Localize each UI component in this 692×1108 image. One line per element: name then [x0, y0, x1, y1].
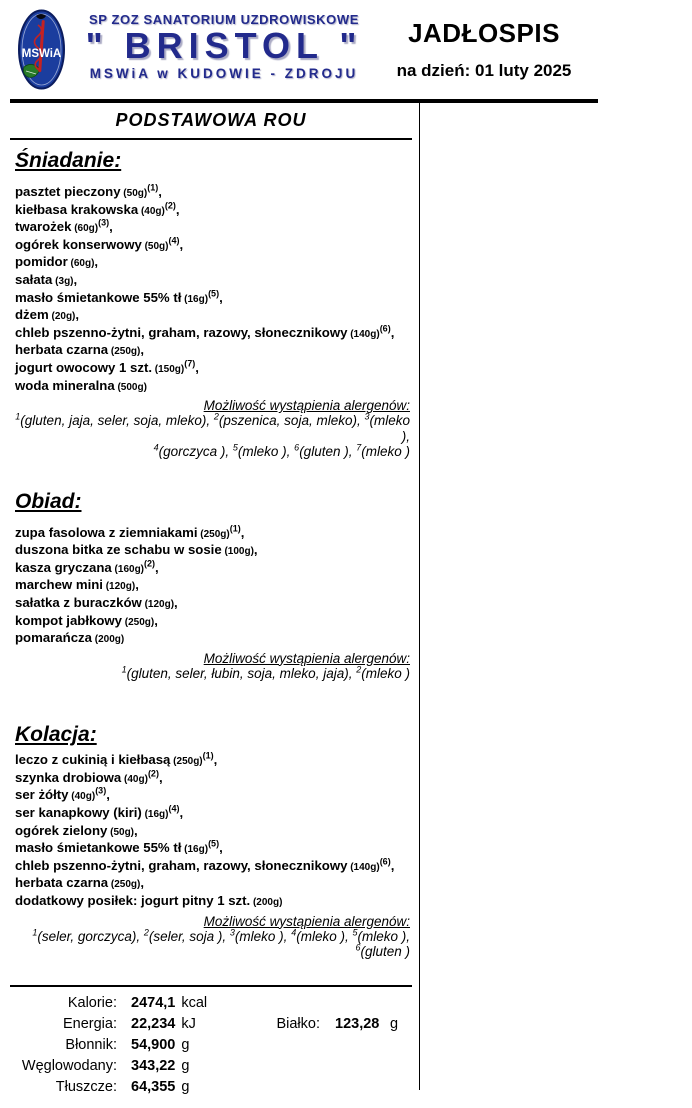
document-date: na dzień: 01 luty 2025 — [396, 61, 572, 80]
menu-item-weight: (40g) — [68, 791, 96, 803]
nutrition-extra-value: 123,28 — [335, 1016, 380, 1032]
meal-items — [15, 525, 412, 648]
meal-items — [15, 184, 412, 395]
nutrition-row — [10, 1056, 412, 1077]
menu-item-separator: , — [219, 840, 223, 856]
menu-item-name: duszona bitka ze schabu w sosie — [15, 542, 222, 558]
menu-item-name: dżem — [15, 307, 49, 323]
allergen-ref-number: 3 — [364, 411, 370, 422]
menu-item-allergen-ref: (1) — [147, 182, 159, 193]
menu-item-weight: (120g) — [102, 581, 136, 593]
menu-item-weight: (250g) — [197, 528, 230, 540]
nutrition-value: 64,355 — [131, 1079, 176, 1095]
menu-item-name: szynka drobiowa — [15, 769, 122, 785]
menu-item — [15, 840, 412, 858]
menu-item-name: jogurt owocowy 1 szt. — [15, 359, 153, 375]
allergen-ref-number: 5 — [352, 927, 358, 938]
organization-brand-name: " BRISTOL " — [85, 25, 363, 66]
nutrition-label: Węglowodany: — [21, 1058, 117, 1074]
menu-item-name: ogórek konserwowy — [15, 236, 142, 252]
menu-item-separator: , — [213, 752, 218, 768]
menu-item-weight: (250g) — [108, 879, 141, 891]
nutrition-unit: kJ — [181, 1016, 196, 1032]
menu-item-weight: (120g) — [141, 599, 175, 610]
menu-item-weight: (140g) — [347, 328, 380, 340]
nutrition-label: Energia: — [62, 1016, 117, 1032]
allergen-ref-number: 7 — [356, 442, 362, 453]
allergen-ref-number: 2 — [356, 664, 362, 675]
menu-item-separator: , — [253, 542, 258, 558]
nutrition-label: Tłuszcze: — [55, 1079, 117, 1095]
menu-item — [15, 290, 412, 308]
menu-item-allergen-ref: (2) — [144, 558, 156, 569]
menu-item-weight: (250g) — [170, 756, 203, 768]
allergen-ref-number: 6 — [355, 942, 361, 953]
menu-item-allergen-ref: (5) — [208, 838, 220, 849]
diet-type-title: PODSTAWOWA ROU — [10, 106, 412, 140]
allergen-ref-number: 6 — [294, 442, 300, 453]
menu-column — [10, 106, 412, 960]
menu-item-separator: , — [240, 524, 245, 540]
meal-heading: Śniadanie: — [15, 149, 122, 172]
nutrition-unit: g — [181, 1058, 190, 1074]
menu-item-name: pomidor — [15, 254, 68, 270]
menu-item-separator: , — [390, 324, 395, 340]
menu-item-weight: (16g) — [181, 293, 209, 305]
menu-item-weight: (16g) — [181, 844, 209, 856]
allergen-title: Możliwość wystąpienia alergenów: — [203, 913, 410, 929]
menu-item-separator: , — [195, 359, 199, 375]
nutrition-label: Kalorie: — [67, 995, 117, 1011]
nutrition-value: 54,900 — [131, 1037, 176, 1053]
allergen-ref-number: 4 — [291, 927, 297, 938]
menu-item — [15, 342, 412, 360]
menu-item-name: herbata czarna — [15, 342, 109, 358]
nutrition-extra-unit: g — [390, 1016, 399, 1032]
allergen-line: $^1$(gluten, jaja, seler, soja, mleko), $^2$(pszenica, soja, mleko), $^3$(mleko ), — [15, 411, 410, 444]
menu-item — [15, 858, 412, 876]
menu-item — [15, 202, 412, 220]
menu-item-name: masło śmietankowe 55% tł — [15, 840, 182, 856]
menu-item-weight: (50g) — [120, 188, 148, 199]
menu-item-separator: , — [73, 271, 78, 287]
allergen-ref-number: 4 — [153, 442, 159, 453]
allergen-line: $^1$(gluten, seler, łubin, soja, mleko, jaja), $^2$(mleko ) — [121, 664, 410, 681]
allergen-ref-number: 5 — [232, 442, 238, 453]
menu-item-weight: (160g) — [111, 563, 145, 575]
menu-item — [15, 560, 412, 578]
menu-item-allergen-ref: (1) — [229, 523, 241, 534]
menu-item — [15, 254, 412, 272]
menu-item-name: woda mineralna — [15, 377, 115, 393]
menu-item-name: dodatkowy posiłek: jogurt pitny 1 szt. — [15, 893, 251, 909]
menu-item-weight: (140g) — [347, 861, 380, 873]
menu-item-weight: (50g) — [141, 240, 169, 252]
menu-item-weight: (150g) — [152, 363, 185, 375]
menu-item-name: kompot jabłkowy — [15, 612, 122, 628]
allergen-lines — [15, 666, 412, 682]
menu-item-separator: , — [106, 787, 110, 803]
meal-heading: Kolacja: — [15, 723, 97, 747]
menu-item-name: pomarańcza — [15, 630, 92, 646]
menu-item-weight: (40g) — [121, 773, 148, 785]
menu-item — [15, 787, 412, 805]
menu-item-allergen-ref: (3) — [98, 217, 110, 228]
menu-item-name: herbata czarna — [15, 875, 109, 891]
allergen-line: $^1$(seler, gorczyca), $^2$(seler, soja ), $^3$(mleko ), $^4$(mleko ), $^5$(mleko ), — [32, 927, 410, 944]
menu-item-separator: , — [158, 769, 163, 785]
nutrition-label: Błonnik: — [65, 1037, 117, 1053]
menu-item-name: pasztet pieczony — [15, 184, 121, 199]
menu-item-separator: , — [109, 219, 113, 235]
nutrition-row — [10, 1035, 412, 1056]
menu-item-separator: , — [179, 236, 184, 252]
menu-item-name: twarożek — [15, 219, 72, 235]
menu-item-allergen-ref: (7) — [184, 358, 196, 369]
menu-item-weight: (200g) — [91, 634, 125, 646]
menu-item — [15, 184, 412, 202]
menu-item-name: zupa fasolowa z ziemniakami — [15, 524, 198, 540]
meal-items — [15, 752, 412, 910]
menu-item-separator: , — [75, 307, 80, 323]
menu-item-name: ser żółty — [15, 787, 69, 803]
menu-item-allergen-ref: (4) — [168, 235, 180, 246]
menu-item-weight: (100g) — [221, 546, 254, 558]
allergen-line: $^6$(gluten ) — [355, 942, 410, 960]
menu-item — [15, 378, 412, 396]
menu-item — [15, 805, 412, 823]
document-title-block — [378, 18, 590, 81]
menu-item — [15, 307, 412, 325]
nutrition-value: 22,234 — [131, 1016, 176, 1032]
menu-item — [15, 219, 412, 237]
menu-item-separator: , — [94, 254, 99, 270]
menu-item-separator: , — [134, 822, 138, 838]
menu-item-name: chleb pszenno-żytni, graham, razowy, słonecznikowy — [15, 324, 348, 340]
menu-item-separator: , — [135, 577, 139, 593]
column-divider — [419, 103, 420, 1090]
allergen-ref-number: 2 — [213, 411, 219, 422]
menu-item-weight: (60g) — [71, 223, 99, 235]
badge-text: MSWiA — [21, 48, 62, 60]
menu-item-allergen-ref: (2) — [164, 200, 176, 211]
menu-item — [15, 360, 412, 378]
nutrition-unit: g — [181, 1037, 190, 1053]
menu-item-name: kiełbasa krakowska — [15, 201, 139, 217]
menu-item — [15, 525, 412, 543]
menu-item-separator: , — [219, 289, 223, 305]
allergen-ref-number: 1 — [32, 927, 38, 938]
menu-item — [15, 752, 412, 770]
menu-item-separator: , — [154, 612, 158, 628]
meal-sections — [10, 149, 412, 960]
menu-item-allergen-ref: (5) — [208, 288, 220, 299]
nutrition-extra-label: Białko: — [276, 1016, 320, 1032]
organization-name-block — [68, 12, 380, 81]
menu-item-weight: (250g) — [108, 346, 141, 358]
menu-item-name: ogórek zielony — [15, 822, 108, 838]
meal-section — [15, 149, 412, 460]
nutrition-value: 2474,1 — [131, 995, 176, 1011]
menu-item — [15, 577, 412, 595]
menu-item-allergen-ref: (6) — [379, 323, 391, 334]
menu-item-weight: (250g) — [121, 616, 155, 628]
menu-item-weight: (500g) — [114, 381, 147, 393]
nutrition-row — [10, 1014, 412, 1035]
menu-item-separator: , — [155, 559, 159, 575]
allergen-line: $^4$(gorczyca ), $^5$(mleko ), $^6$(gluten ), $^7$(mleko ) — [153, 442, 410, 460]
menu-item-weight: (20g) — [48, 311, 76, 323]
menu-item-separator: , — [390, 857, 395, 873]
menu-item — [15, 272, 412, 290]
menu-item — [15, 630, 412, 648]
menu-item-name: leczo z cukinią i kiełbasą — [15, 752, 171, 768]
menu-item-name: sałatka z buraczków — [15, 595, 142, 610]
menu-item-weight: (50g) — [107, 826, 135, 838]
menu-item-allergen-ref: (3) — [95, 786, 107, 797]
nutrition-row — [10, 993, 412, 1014]
menu-item-separator: , — [158, 184, 162, 199]
organization-line3: MSWiA w KUDOWIE - ZDROJU — [89, 66, 359, 81]
menu-item-separator: , — [140, 342, 144, 358]
menu-item-name: ser kanapkowy (kiri) — [15, 805, 142, 821]
menu-item — [15, 237, 412, 255]
menu-item — [15, 325, 412, 343]
menu-item — [15, 542, 412, 560]
nutrition-row — [10, 1077, 412, 1098]
allergen-ref-number: 2 — [143, 927, 149, 938]
menu-item — [15, 823, 412, 841]
menu-item — [15, 595, 412, 613]
nutrition-unit: g — [181, 1079, 190, 1095]
nutrition-summary — [10, 985, 412, 1098]
menu-item — [15, 613, 412, 631]
menu-item-name: marchew mini — [15, 577, 103, 593]
menu-item-separator: , — [174, 595, 178, 610]
mswia-sanatorium-logo — [18, 9, 65, 90]
menu-item-name: masło śmietankowe 55% tł — [15, 289, 182, 305]
menu-item-separator: , — [175, 201, 180, 217]
menu-item-allergen-ref: (6) — [379, 856, 391, 867]
document-title: JADŁOSPIS — [408, 18, 560, 48]
menu-item — [15, 875, 412, 893]
meal-heading: Obiad: — [15, 489, 82, 513]
menu-item-weight: (200g) — [250, 897, 283, 909]
menu-item-weight: (60g) — [67, 258, 95, 270]
nutrition-unit: kcal — [181, 995, 208, 1011]
menu-item-weight: (3g) — [52, 275, 74, 287]
menu-item-name: chleb pszenno-żytni, graham, razowy, słonecznikowy — [15, 857, 348, 873]
allergen-ref-number: 1 — [121, 664, 127, 675]
nutrition-value: 343,22 — [131, 1058, 176, 1074]
allergen-title: Możliwość wystąpienia alergenów: — [203, 398, 410, 414]
mswia-badge-icon — [18, 9, 65, 90]
header-rule — [10, 99, 598, 103]
allergen-ref-number: 3 — [229, 927, 235, 938]
meal-section — [15, 723, 412, 959]
allergen-title: Możliwość wystąpienia alergenów: — [203, 650, 410, 666]
menu-item-weight: (40g) — [138, 205, 165, 217]
menu-item-separator: , — [179, 805, 184, 821]
organization-line1: SP ZOZ SANATORIUM UZDROWISKOWE — [88, 12, 360, 27]
menu-item — [15, 770, 412, 788]
menu-item — [15, 893, 412, 911]
menu-item-allergen-ref: (1) — [202, 750, 214, 761]
allergen-ref-number: 1 — [15, 411, 21, 422]
menu-item-weight: (16g) — [141, 809, 169, 821]
meal-section — [15, 490, 412, 682]
menu-item-separator: , — [140, 875, 144, 891]
menu-item-allergen-ref: (4) — [168, 803, 180, 814]
menu-item-name: kasza gryczana — [15, 559, 112, 575]
menu-item-allergen-ref: (2) — [147, 768, 159, 779]
allergen-lines — [15, 413, 412, 460]
allergen-lines — [15, 929, 412, 960]
menu-item-name: sałata — [15, 271, 53, 287]
